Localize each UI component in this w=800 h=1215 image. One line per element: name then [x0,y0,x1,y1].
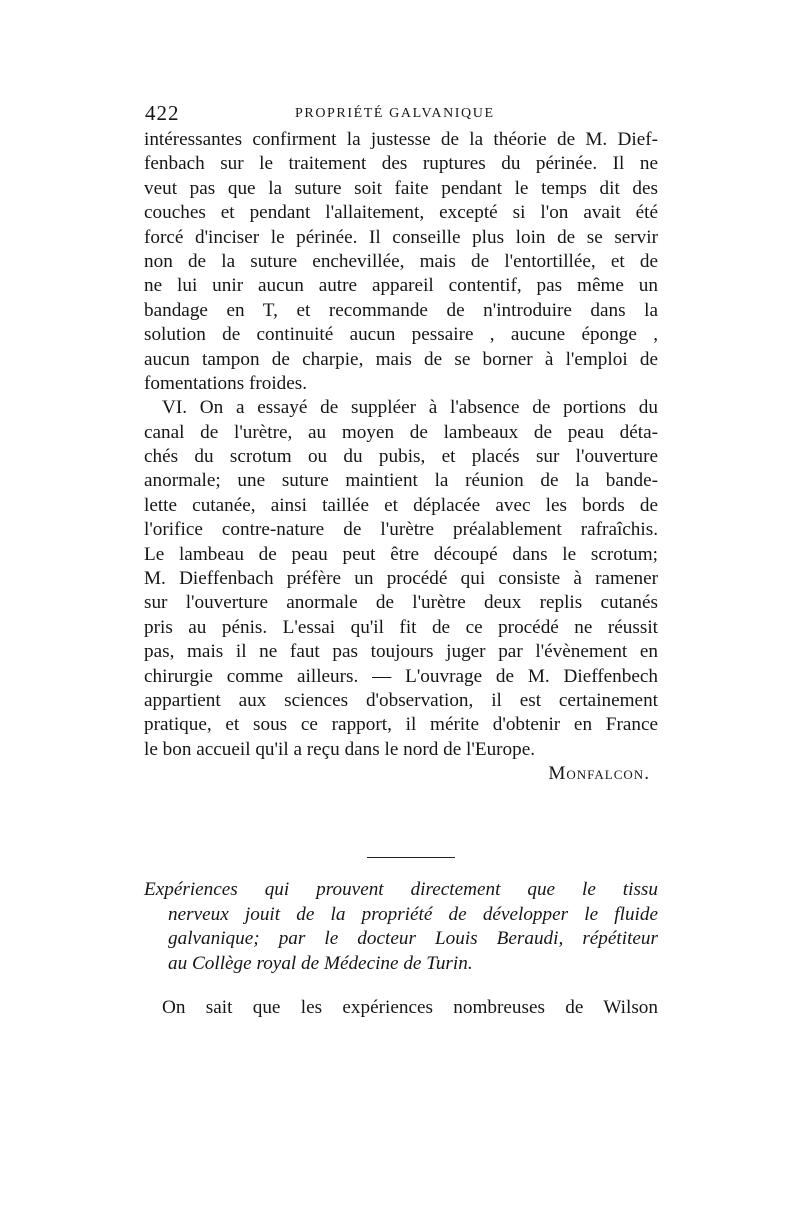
text-line: non de la suture enchevillée, mais de l'entortillée, et de [144,250,658,272]
text-line: chés du scrotum ou du pubis, et placés sur l'ouverture [144,446,658,468]
body-text [144,128,658,787]
section-divider [367,857,455,858]
page-header [145,101,655,131]
text-line: fenbach sur le traitement des ruptures du périnée. Il ne [144,153,658,175]
text-line: intéressantes confirment la justesse de la théorie de M. Dief- [144,129,658,150]
text-line: fomentations froides. [144,372,308,394]
text-line: forcé d'inciser le périnée. Il conseille plus loin de se servir [144,226,658,248]
running-title: PROPRIÉTÉ GALVANIQUE [295,106,495,121]
text-line: l'orifice contre-nature de l'urètre préalablement rafraîchis. [144,519,658,541]
article-first-paragraph [144,996,658,1020]
article-title-line: nerveux jouit de la propriété de développer le fluide [168,903,658,925]
text-line: veut pas que la suture soit faite pendant le temps dit des [144,177,658,199]
text-line: VI. On a essayé de suppléer à l'absence de portions du [162,397,658,419]
text-line: solution de continuité aucun pessaire , aucune éponge , [144,324,658,346]
text-line: Le lambeau de peau peut être découpé dans le scrotum; [144,543,658,565]
text-line: le bon accueil qu'il a reçu dans le nord de l'Europe. [144,738,536,760]
text-line: pas, mais il ne faut pas toujours juger par l'évènement en [144,641,658,663]
article-heading [144,878,658,976]
text-line: On sait que les expériences nombreuses de Wilson [162,997,658,1018]
article-title-line: au Collège royal de Médecine de Turin. [168,952,473,974]
text-line: couches et pendant l'allaitement, excepté si l'on avait été [144,202,658,224]
text-line: ne lui unir aucun autre appareil contentif, pas même un [144,275,658,297]
article-title-line: Expériences qui prouvent directement que le tissu [144,879,658,900]
text-line: lette cutanée, ainsi taillée et déplacée avec les bords de [144,494,658,516]
author-signature: Monfalcon. [548,763,650,785]
text-line: canal de l'urètre, au moyen de lambeaux de peau déta- [144,421,658,443]
text-line: pratique, et sous ce rapport, il mérite d'obtenir en France [144,714,658,736]
text-line: anormale; une suture maintient la réunion de la bande- [144,470,658,492]
article-title-line: galvanique; par le docteur Louis Beraudi, répétiteur [168,928,658,950]
text-line: bandage en T, et recommande de n'introduire dans la [144,299,658,321]
text-line: aucun tampon de charpie, mais de se borner à l'emploi de [144,348,658,370]
text-line: chirurgie comme ailleurs. — L'ouvrage de M. Dieffenbech [144,665,658,687]
text-line: pris au pénis. L'essai qu'il fit de ce procédé ne réussit [144,616,658,638]
text-line: sur l'ouverture anormale de l'urètre deux replis cutanés [144,592,658,614]
page-number: 422 [145,101,180,125]
text-line: appartient aux sciences d'observation, il est certainement [144,689,658,711]
text-line: M. Dieffenbach préfère un procédé qui consiste à ramener [144,568,658,590]
